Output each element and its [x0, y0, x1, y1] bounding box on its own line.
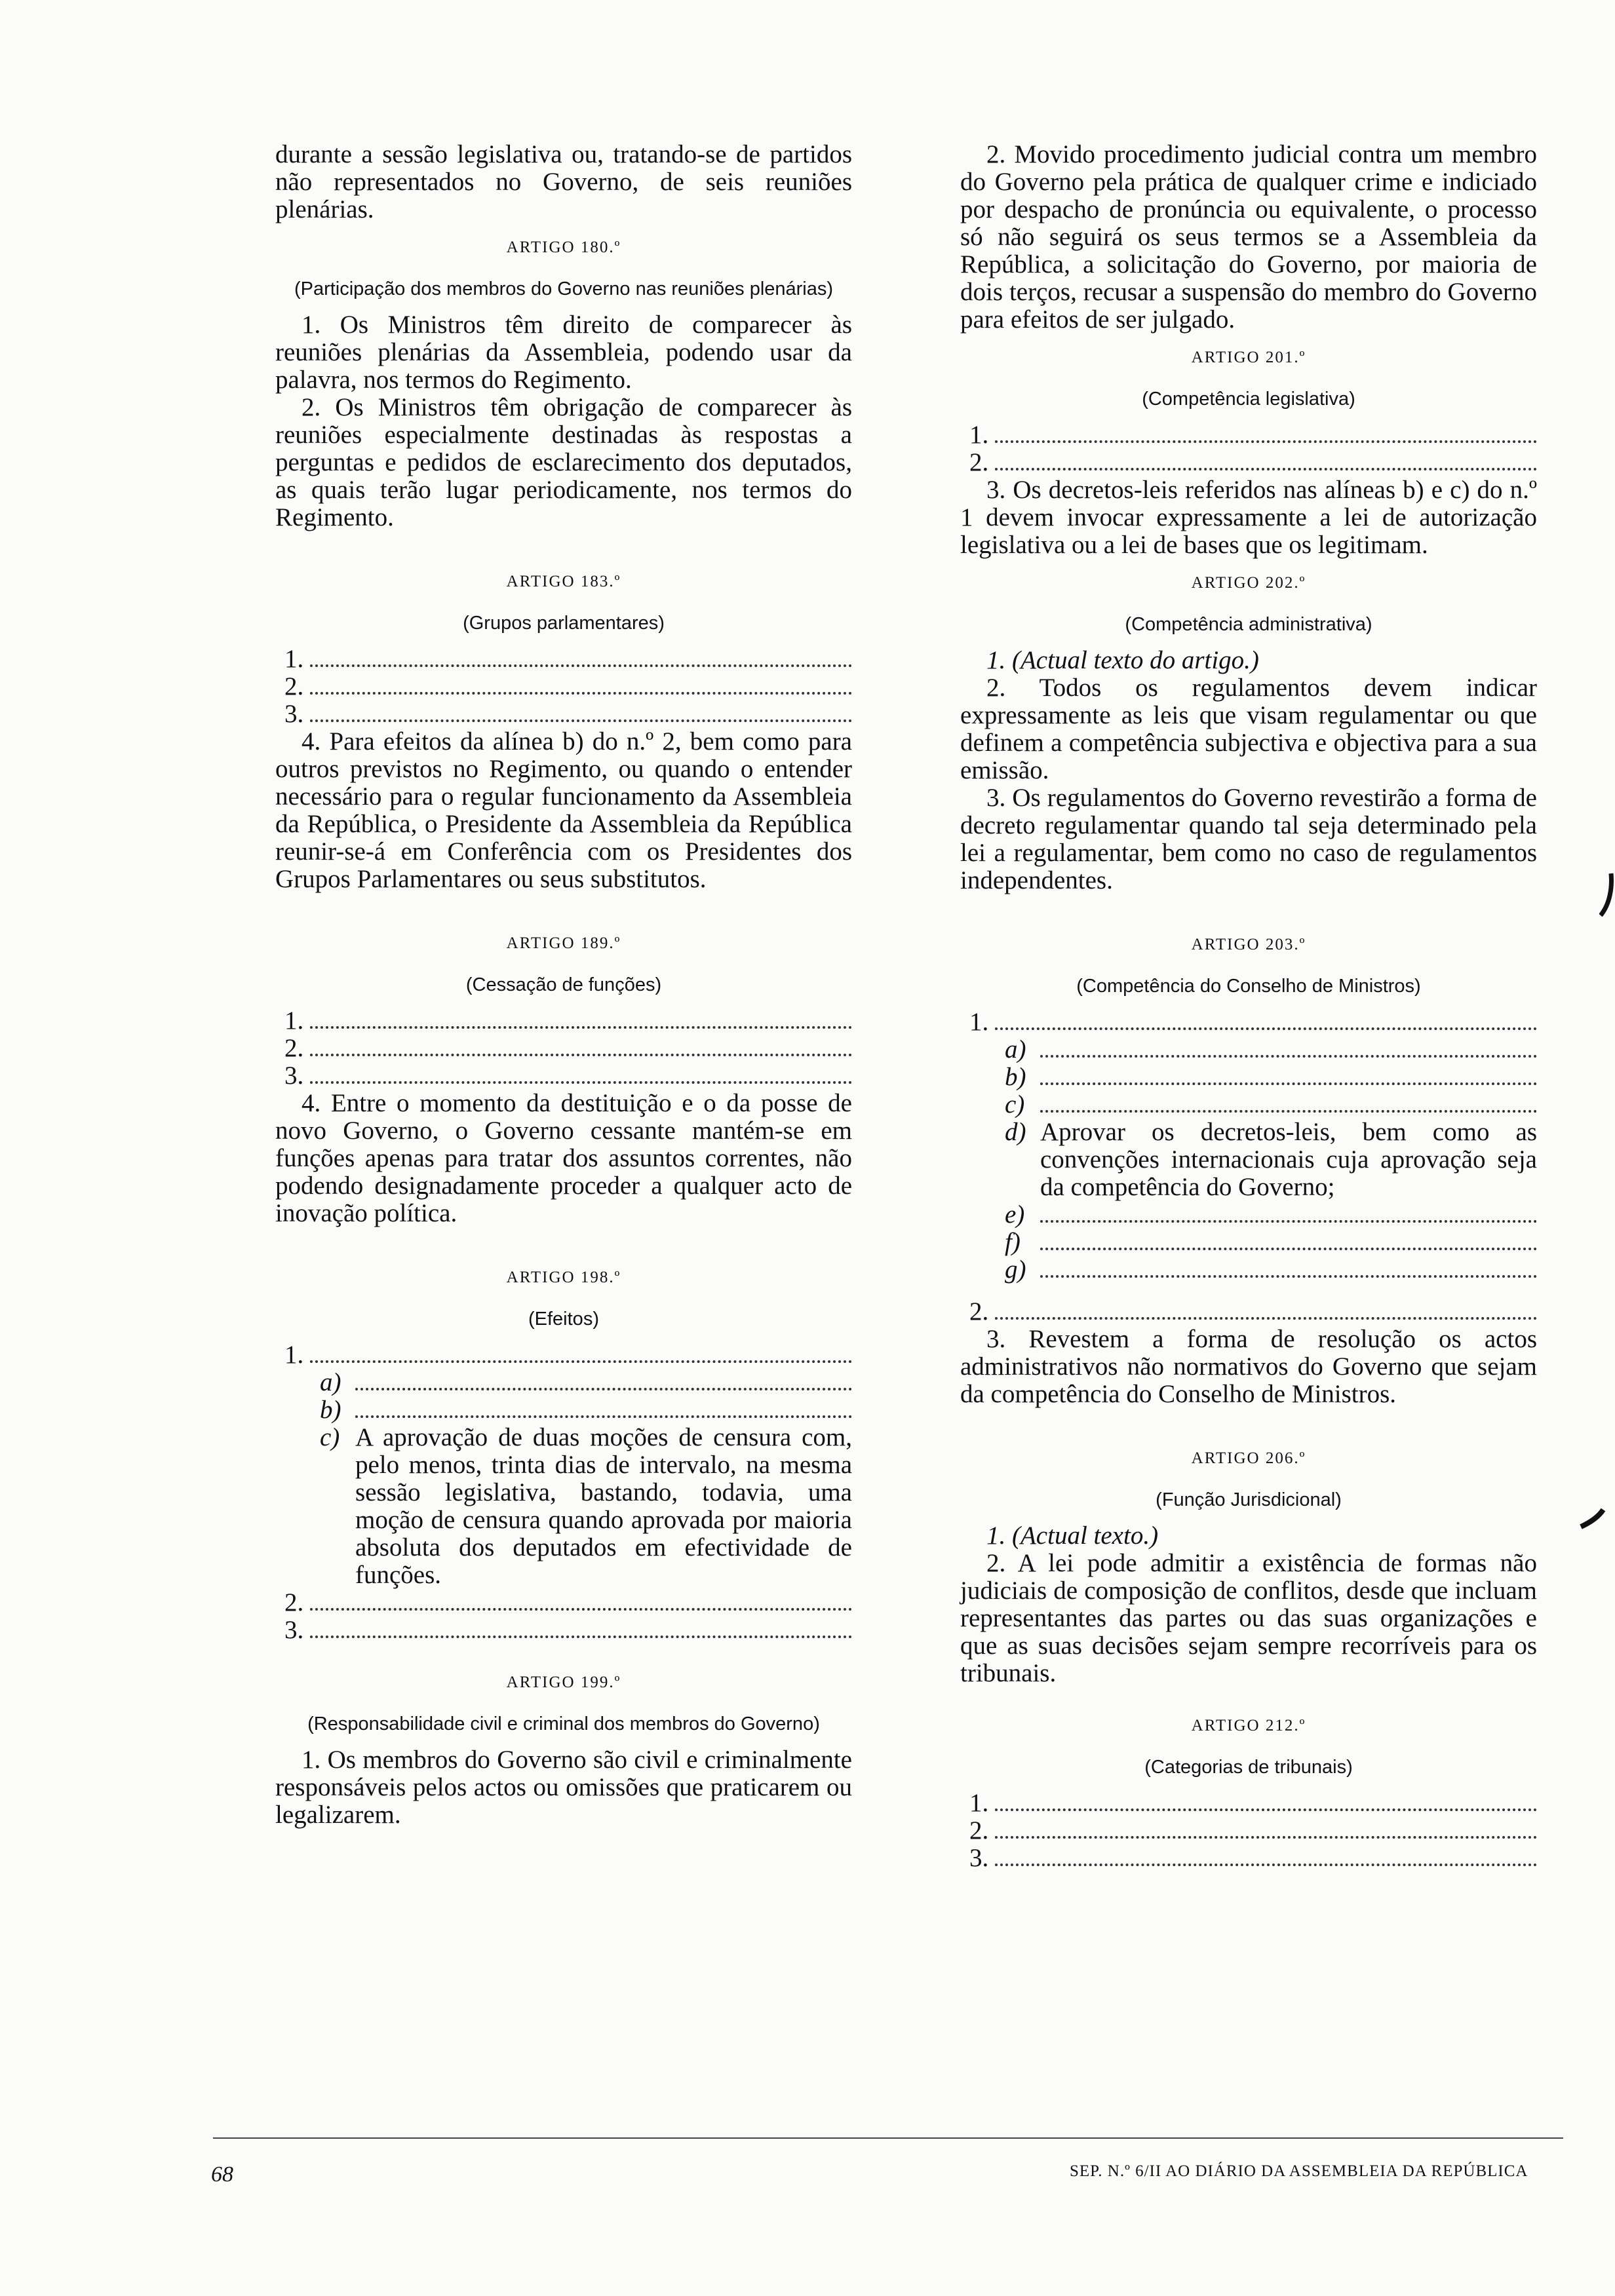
article-189-paragraph-4: 4. Entre o momento da destituição e o da posse de novo Governo, o Governo cessante mantém-se em funções apenas para tratar dos assuntos correntes, não podendo designadamente proceder a qualquer acto de inovação política.	[275, 1089, 852, 1227]
article-212-item-2: 2.	[960, 1817, 1537, 1845]
right-column	[960, 141, 1537, 1872]
article-206-title: (Função Jurisdicional)	[1156, 1489, 1342, 1510]
article-183-title: (Grupos parlamentares)	[463, 613, 665, 634]
article-212-title: (Categorias de tribunais)	[1144, 1757, 1353, 1778]
article-189-title: (Cessação de funções)	[465, 974, 662, 995]
article-201-paragraph-3: 3. Os decretos-leis referidos nas alíneas b) e c) do n.º 1 devem invocar expressamente a lei de autorização legislativa ou a lei de bases que os legitimam.	[960, 476, 1537, 559]
article-180-paragraph-1: 1. Os Ministros têm direito de comparecer às reuniões plenárias da Assembleia, podendo usar da palavra, nos termos do Regimento.	[275, 311, 852, 394]
article-198-item-2: 2.	[275, 1589, 852, 1617]
article-180-paragraph-2: 2. Os Ministros têm obrigação de comparecer às reuniões especialmente destinadas às respostas a perguntas e pedidos de esclarecimento dos deputados, as quais terão lugar periodicamente, nos termos do Regimento.	[275, 393, 852, 531]
page-number: 68	[211, 2162, 233, 2187]
article-203-item-2: 2.	[960, 1298, 1537, 1326]
article-203-alinea-a: a)	[960, 1036, 1537, 1063]
article-198-alinea-b: b)	[275, 1396, 852, 1424]
article-202-paragraph-2: 2. Todos os regulamentos devem indicar expressamente as leis que visam regulamentar ou que definem a competência subjectiva e objectiva para a sua emissão.	[960, 674, 1537, 784]
article-183-paragraph-4: 4. Para efeitos da alínea b) do n.º 2, bem como para outros previstos no Regimento, ou quando o entender necessário para o regular funcionamento da Assembleia da República, o Presidente da Assembleia da República reunir-se-á em Conferência com os Presidentes dos Grupos Parlamentares ou seus substitutos.	[275, 727, 852, 893]
article-183-item-2: 2.	[275, 673, 852, 700]
article-183-item-3: 3.	[275, 700, 852, 728]
article-201-item-1: 1.	[960, 421, 1537, 449]
article-180-title: (Participação dos membros do Governo nas reuniões plenárias)	[294, 278, 834, 299]
article-202-title: (Competência administrativa)	[1125, 614, 1372, 635]
margin-check-mark	[1599, 868, 1614, 921]
article-198-alinea-a: a)	[275, 1369, 852, 1396]
article-203-alinea-d-text: Aprovar os decretos-leis, bem como as convenções internacionais cuja aprovação seja da competência do Governo;	[1040, 1118, 1537, 1201]
article-198-title: (Efeitos)	[528, 1309, 599, 1330]
right-intro-paragraph: 2. Movido procedimento judicial contra um membro do Governo pela prática de qualquer crime e indiciado por despacho de pronúncia ou equivalente, o processo só não seguirá os seus termos se a Assembleia da República, a solicitação do Governo, por maioria de dois terços, recusar a suspensão do membro do Governo para efeitos de ser julgado.	[960, 140, 1537, 334]
article-202-heading: ARTIGO 202.º	[1191, 574, 1306, 592]
article-189-item-1: 1.	[275, 1007, 852, 1035]
article-212-item-3: 3.	[960, 1845, 1537, 1872]
article-206-paragraph-1: 1. (Actual texto.)	[986, 1521, 1159, 1550]
article-198-alinea-c: c) A aprovação de duas moções de censura com, pelo menos, trinta dias de intervalo, na mesma sessão legislativa, bastando, todavia, uma moção de censura quando aprovada por maioria absoluta dos deputados em efectividade de funções.	[320, 1423, 852, 1589]
article-203-alinea-c: c)	[960, 1091, 1537, 1119]
article-203-title: (Competência do Conselho de Ministros)	[1076, 976, 1421, 997]
article-203-alinea-d: d) Aprovar os decretos-leis, bem como as convenções internacionais cuja aprovação seja da competência do Governo;	[1005, 1118, 1537, 1201]
left-column	[275, 141, 852, 1829]
article-199-title: (Responsabilidade civil e criminal dos membros do Governo)	[307, 1713, 820, 1734]
article-203-heading: ARTIGO 203.º	[1191, 936, 1306, 953]
article-198-item-3: 3.	[275, 1617, 852, 1644]
article-203-alinea-g: g)	[960, 1256, 1537, 1284]
footer-rule	[213, 2137, 1563, 2139]
article-198-alinea-c-text: A aprovação de duas moções de censura com, pelo menos, trinta dias de intervalo, na mesma sessão legislativa, bastando, todavia, uma moção de censura quando aprovada por maioria absoluta dos deputados em efectividade de funções.	[355, 1423, 852, 1589]
article-198-item-1: 1.	[275, 1341, 852, 1369]
intro-paragraph: durante a sessão legislativa ou, tratando-se de partidos não representados no Governo, de seis reuniões plenárias.	[275, 140, 852, 223]
article-203-paragraph-3: 3. Revestem a forma de resolução os actos administrativos não normativos do Governo que sejam da competência do Conselho de Ministros.	[960, 1325, 1537, 1408]
article-203-alinea-b: b)	[960, 1063, 1537, 1091]
article-183-heading: ARTIGO 183.º	[506, 573, 621, 590]
article-212-heading: ARTIGO 212.º	[1191, 1717, 1306, 1734]
article-201-title: (Competência legislativa)	[1142, 389, 1355, 410]
article-206-paragraph-2: 2. A lei pode admitir a existência de formas não judiciais de composição de conflitos, desde que incluam representantes das partes ou das suas organizações e que as suas decisões sejam sempre recorríveis para os tribunais.	[960, 1549, 1537, 1687]
article-201-heading: ARTIGO 201.º	[1191, 349, 1306, 366]
article-189-item-2: 2.	[275, 1035, 852, 1062]
article-202-paragraph-1: 1. (Actual texto do artigo.)	[986, 646, 1259, 674]
article-201-item-2: 2.	[960, 449, 1537, 476]
article-180-heading: ARTIGO 180.º	[506, 239, 621, 256]
margin-check-mark	[1580, 1507, 1606, 1533]
article-198-heading: ARTIGO 198.º	[506, 1269, 621, 1286]
article-203-alinea-f: f)	[960, 1229, 1537, 1256]
running-footer: SEP. N.º 6/II AO DIÁRIO DA ASSEMBLEIA DA REPÚBLICA	[1070, 2162, 1528, 2180]
article-203-alinea-e: e)	[960, 1201, 1537, 1229]
article-199-heading: ARTIGO 199.º	[506, 1674, 621, 1691]
article-189-heading: ARTIGO 189.º	[506, 934, 621, 952]
article-206-heading: ARTIGO 206.º	[1191, 1449, 1306, 1467]
article-203-item-1: 1.	[960, 1008, 1537, 1036]
article-199-paragraph-1: 1. Os membros do Governo são civil e criminalmente responsáveis pelos actos ou omissões que praticarem ou legalizarem.	[275, 1746, 852, 1829]
article-189-item-3: 3.	[275, 1062, 852, 1090]
article-202-paragraph-3: 3. Os regulamentos do Governo revestirão a forma de decreto regulamentar quando tal seja determinado pela lei a regulamentar, bem como no caso de regulamentos independentes.	[960, 784, 1537, 894]
article-212-item-1: 1.	[960, 1789, 1537, 1817]
article-183-item-1: 1.	[275, 645, 852, 673]
